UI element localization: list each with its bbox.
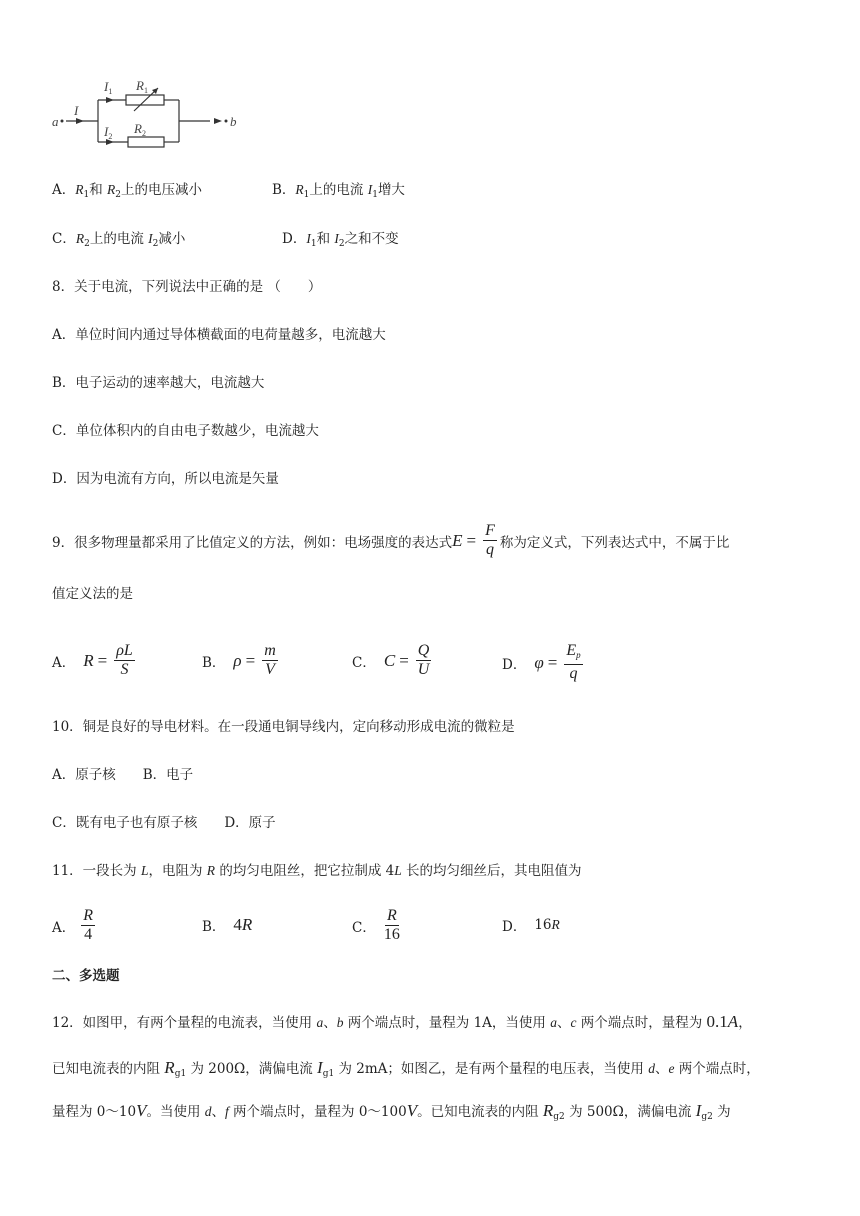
- label-a: a: [52, 114, 59, 129]
- label-r1: $R_1$: [136, 78, 148, 95]
- q8-option-b: B．电子运动的速率越大，电流越大: [52, 375, 265, 391]
- q7-option-a: A．$R_1$和 $R_2$上的电压减小: [52, 182, 203, 200]
- q7-option-b: B．$R_1$上的电流 $I_1$增大: [272, 182, 405, 200]
- section-title-multiple-choice: 二、多选题: [52, 968, 120, 984]
- q8-option-c: C．单位体积内的自由电子数越少，电流越大: [52, 423, 319, 439]
- q11-option-d: D． 16 R: [502, 917, 560, 935]
- q9-option-c: C． C = $\frac{Q}{U}$: [352, 642, 430, 678]
- q11-option-c: C． $\frac{R}{16}$: [352, 907, 400, 943]
- q9-option-b: B． ρ = $\frac{m}{V}$: [202, 642, 276, 678]
- q12-line3: 量程为 0～10V。当使用 d、f 两个端点时，量程为 0～100V。已知电流表的内阻 $R_{g2}$ 为 500Ω，满偏电流 $I_{g2}$ 为: [52, 1101, 731, 1122]
- label-r2: $R_2$: [134, 121, 146, 138]
- q9-stem: 9．很多物理量都采用了比值定义的方法，例如：电场强度的表达式 E = $\frac{F}{q}$ 称为定义式，下列表达式中，不属于比: [52, 522, 730, 558]
- circuit-diagram: [48, 76, 288, 156]
- q9-fraction: $\frac{F}{q}$: [485, 522, 495, 558]
- q12-line1: 12．如图甲，有两个量程的电流表，当使用 a、b 两个端点时，量程为 1A，当使用 a、c 两个端点时，量程为 0.1A，: [52, 1012, 752, 1031]
- q11-option-a: A． $\frac{R}{4}$: [52, 907, 94, 943]
- resistor-r2: [128, 137, 164, 147]
- q10-options-line1: A．原子核 B．电子: [52, 767, 194, 783]
- q9-stem-line2: 值定义法的是: [52, 586, 133, 602]
- label-i: I: [74, 103, 79, 118]
- q9-option-d: D． φ = $\frac{E_p}{q}$: [502, 642, 581, 682]
- q7-option-c: C．$R_2$上的电流 $I_2$减小: [52, 231, 186, 249]
- q9-option-a: A． R = $\frac{\rho L}{S}$: [52, 642, 133, 678]
- q12-line2: 已知电流表的内阻 $R_{g1}$ 为 200Ω，满偏电流 $I_{g1}$ 为 2mA；如图乙，是有两个量程的电压表，当使用 d、e 两个端点时，: [52, 1058, 760, 1079]
- q11-option-b: B． 4 R: [202, 915, 253, 935]
- q7-option-d: D．$I_1$和 $I_2$之和不变: [282, 231, 399, 249]
- q10-stem: 10．铜是良好的导电材料。在一段通电铜导线内，定向移动形成电流的微粒是: [52, 719, 515, 735]
- current-arrow-icon: [76, 118, 84, 124]
- q10-options-line2: C．既有电子也有原子核 D．原子: [52, 815, 276, 831]
- label-b: b: [230, 114, 237, 129]
- label-i1: $I_1$: [104, 79, 113, 96]
- q8-stem: 8．关于电流，下列说法中正确的是 （ ）: [52, 279, 322, 295]
- q8-option-a: A．单位时间内通过导体横截面的电荷量越多，电流越大: [52, 327, 386, 343]
- q8-option-d: D．因为电流有方向，所以电流是矢量: [52, 471, 279, 487]
- label-i2: $I_2$: [104, 124, 113, 141]
- q11-stem: 11．一段长为 L，电阻为 R 的均匀电阻丝，把它拉制成 4L 长的均匀细丝后，其电阻值为: [52, 863, 582, 879]
